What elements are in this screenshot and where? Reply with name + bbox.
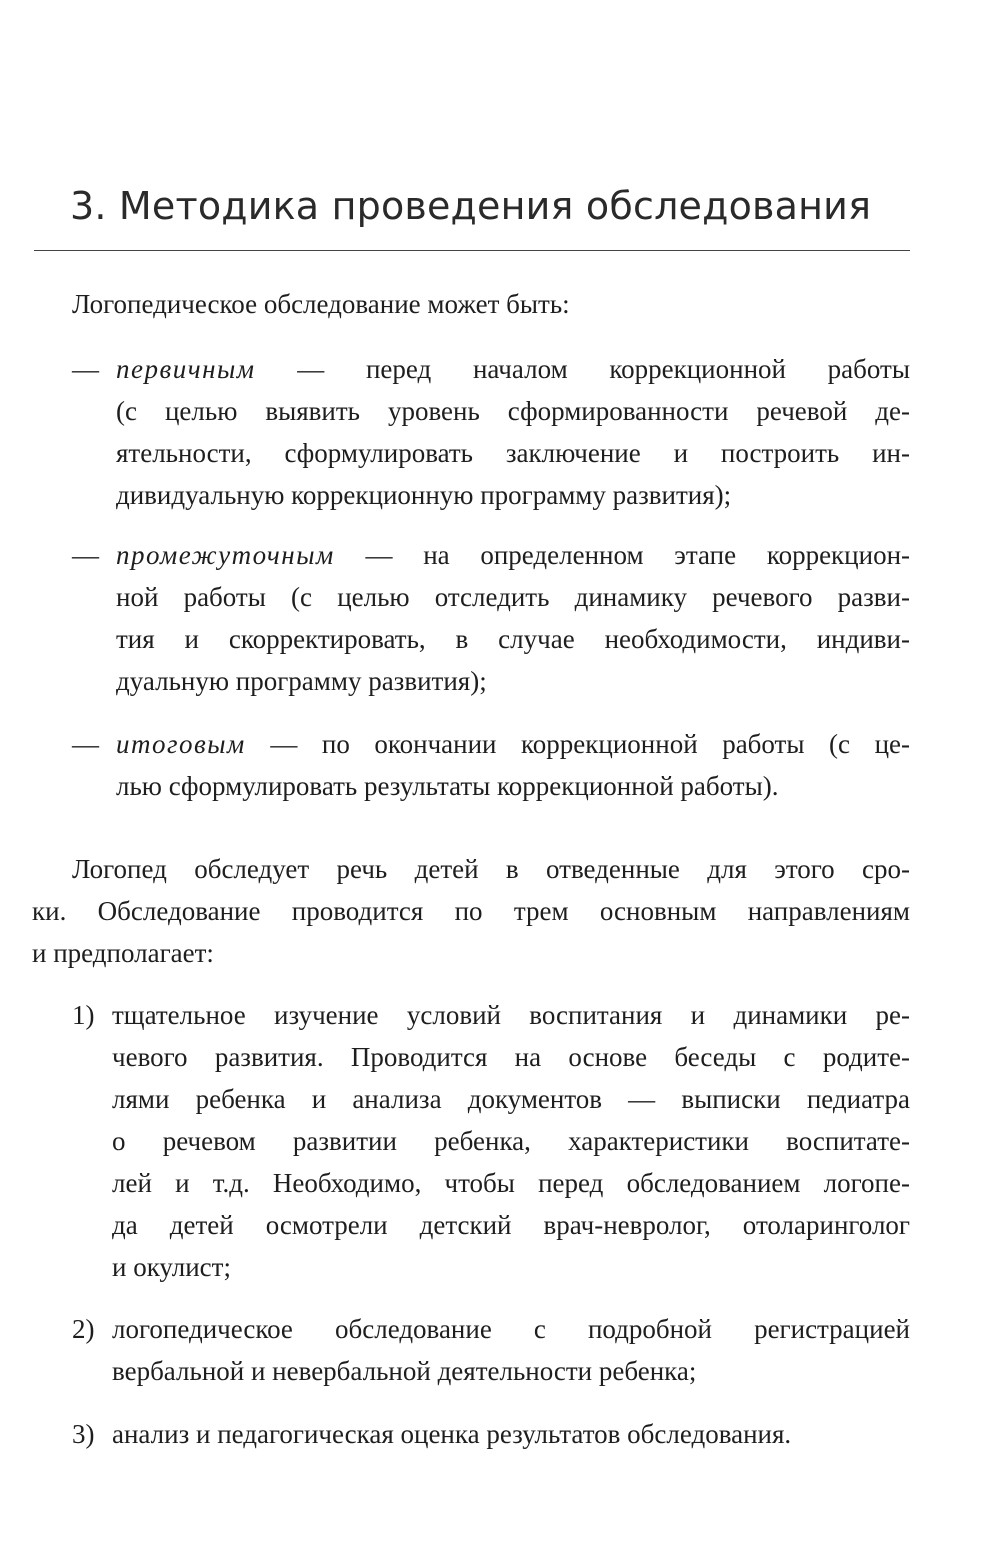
list-item-line: тия и скорректировать, в случае необходимости, индиви- [116, 624, 910, 654]
dash-marker: — [72, 540, 99, 570]
step-line: анализ и педагогическая оценка результатов обследования. [112, 1419, 792, 1449]
step-1 [72, 994, 910, 1288]
step-2 [72, 1308, 910, 1392]
paragraph-line: ки. Обследование проводится по трем основным направлениям [32, 896, 910, 926]
term-intermediate: промежуточным [116, 540, 335, 570]
page-title: 3. Методика проведения обследования [70, 184, 872, 228]
list-item-intermediate [72, 534, 910, 702]
list-item-final [72, 723, 910, 807]
term-final: итоговым [116, 729, 246, 759]
body-paragraph [32, 848, 910, 974]
list-item-line: дивидуальную коррекционную программу развития); [116, 480, 732, 510]
step-line: и окулист; [112, 1252, 231, 1282]
list-item-primary [72, 348, 910, 516]
dash-marker: — [72, 729, 99, 759]
list-item-line: первичным — перед началом коррекционной работы [116, 354, 910, 384]
step-line: лями ребенка и анализа документов — выписки педиатра [112, 1084, 910, 1114]
step-line: да детей осмотрели детский врач-невролог, отоларинголог [112, 1210, 910, 1240]
step-line: логопедическое обследование с подробной регистрацией [112, 1314, 910, 1344]
dash-marker: — [72, 354, 99, 384]
step-3 [72, 1413, 910, 1455]
step-line: о речевом развитии ребенка, характеристики воспитате- [112, 1126, 910, 1156]
step-line: чевого развития. Проводится на основе беседы с родите- [112, 1042, 910, 1072]
list-item-line: дуальную программу развития); [116, 666, 487, 696]
title-underline [34, 250, 910, 251]
list-item-line: итоговым — по окончании коррекционной работы (с це- [116, 729, 911, 759]
step-number: 2) [72, 1314, 95, 1344]
term-primary: первичным [116, 354, 256, 384]
step-line: вербальной и невербальной деятельности ребенка; [112, 1356, 697, 1386]
intro-text: Логопедическое обследование может быть: [72, 289, 570, 319]
list-item-line: ной работы (с целью отследить динамику речевого разви- [116, 582, 910, 612]
paragraph-line: и предполагает: [32, 938, 214, 968]
step-number: 1) [72, 1000, 95, 1030]
list-item-line: (с целью выявить уровень сформированности речевой де- [116, 396, 910, 426]
step-line: лей и т.д. Необходимо, чтобы перед обследованием логопе- [112, 1168, 910, 1198]
paragraph-line: Логопед обследует речь детей в отведенные для этого сро- [72, 854, 910, 884]
list-item-line: лью сформулировать результаты коррекционной работы). [116, 771, 779, 801]
step-number: 3) [72, 1419, 95, 1449]
list-item-line: ятельности, сформулировать заключение и построить ин- [116, 438, 910, 468]
step-line: тщательное изучение условий воспитания и динамики ре- [112, 1000, 910, 1030]
list-item-line: промежуточным — на определенном этапе коррекцион- [116, 540, 911, 570]
